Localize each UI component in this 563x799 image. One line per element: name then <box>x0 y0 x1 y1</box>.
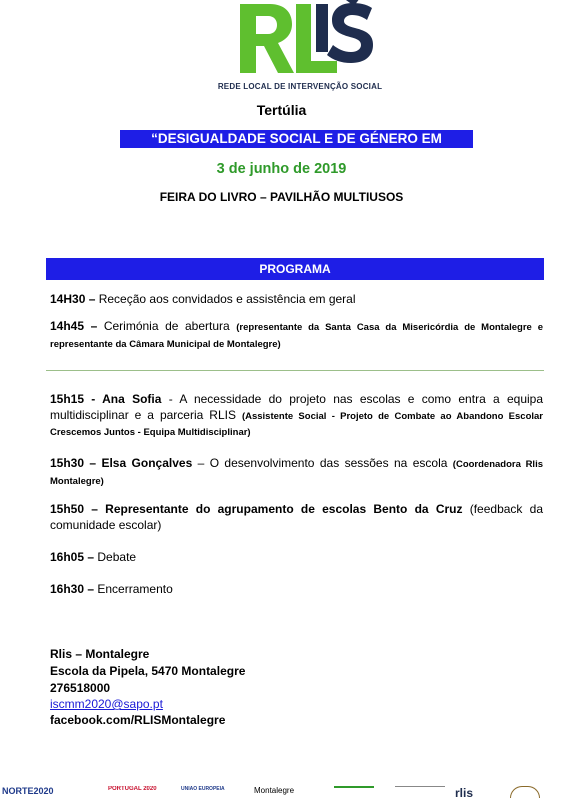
program-item-note: (representante da Santa Casa da Misericórdia de Montalegre e representante da Câmara Municipal de Montalegre) <box>50 322 543 350</box>
norte2020-logo: NORTE2020 <box>2 786 54 796</box>
partner-logo <box>395 786 445 798</box>
divider <box>46 370 544 371</box>
program-item <box>50 582 543 598</box>
program-item-text: Receção aos convidados e assistência em geral <box>95 292 356 306</box>
program-item-text: (feedback da comunidade escolar) <box>50 502 544 532</box>
seal-logo <box>510 786 540 798</box>
program-item-note: (Coordenadora Rlis Montalegre) <box>50 459 543 487</box>
rlis-logo <box>222 0 378 95</box>
program-item-text: – O desenvolvimento das sessões na escola <box>192 456 453 470</box>
program-item <box>50 292 543 308</box>
program-item <box>50 392 543 441</box>
program-item-time: 14h45 – <box>50 319 98 333</box>
event-venue: FEIRA DO LIVRO – PAVILHÃO MULTIUSOS <box>159 190 404 204</box>
program-item-text: Cerimónia de abertura <box>97 319 237 333</box>
program-item-time: 15h15 - Ana Sofia <box>50 392 162 406</box>
contact-email-link[interactable]: iscmm2020@sapo.pt <box>50 697 163 711</box>
program-item-text: - A necessidade do projeto nas escolas e como entra a equipa multidisciplinar e a parceria RLIS <box>50 392 544 422</box>
program-item-note: (Assistente Social - Projeto de Combate ao Abandono Escolar Crescemos Juntos - Equipa Multidisciplinar) <box>50 410 543 438</box>
program-item <box>50 550 543 566</box>
program-item-time: 15h30 – Elsa Gonçalves <box>50 456 193 470</box>
program-item <box>50 456 543 489</box>
program-item-time: 16h05 – <box>50 550 95 564</box>
program-item-text: Debate <box>94 550 137 564</box>
contact-phone: 276518000 <box>50 681 111 695</box>
montalegre-logo: Montalegre <box>254 786 295 795</box>
logo-caption: REDE LOCAL DE INTERVENÇÃO SOCIAL <box>217 82 383 91</box>
eu-flag-logo: UNIÃO EUROPEIA <box>181 786 225 792</box>
contact-facebook: facebook.com/RLISMontalegre <box>50 713 226 727</box>
event-kicker: Tertúlia <box>256 102 307 118</box>
event-date: 3 de junho de 2019 <box>216 161 347 177</box>
event-title: “DESIGUALDADE SOCIAL E DE GÉNERO EM BARROSO” <box>120 130 473 148</box>
program-item <box>50 502 543 533</box>
program-item-time: 15h50 – Representante do agrupamento de escolas Bento da Cruz <box>50 502 463 516</box>
contact-address: Escola da Pipela, 5470 Montalegre <box>50 664 246 678</box>
program-item-time: 16h30 – <box>50 582 95 596</box>
program-item-time: 14H30 – <box>50 292 96 306</box>
portugal2020-logo: PORTUGAL 2020 <box>108 786 157 792</box>
program-item <box>50 319 543 352</box>
contact-name: Rlis – Montalegre <box>50 647 150 661</box>
partner-logo <box>334 786 374 799</box>
program-heading: PROGRAMA <box>46 258 544 280</box>
program-item-text: Encerramento <box>94 582 173 596</box>
rlis-small-logo: rlis <box>455 786 474 797</box>
